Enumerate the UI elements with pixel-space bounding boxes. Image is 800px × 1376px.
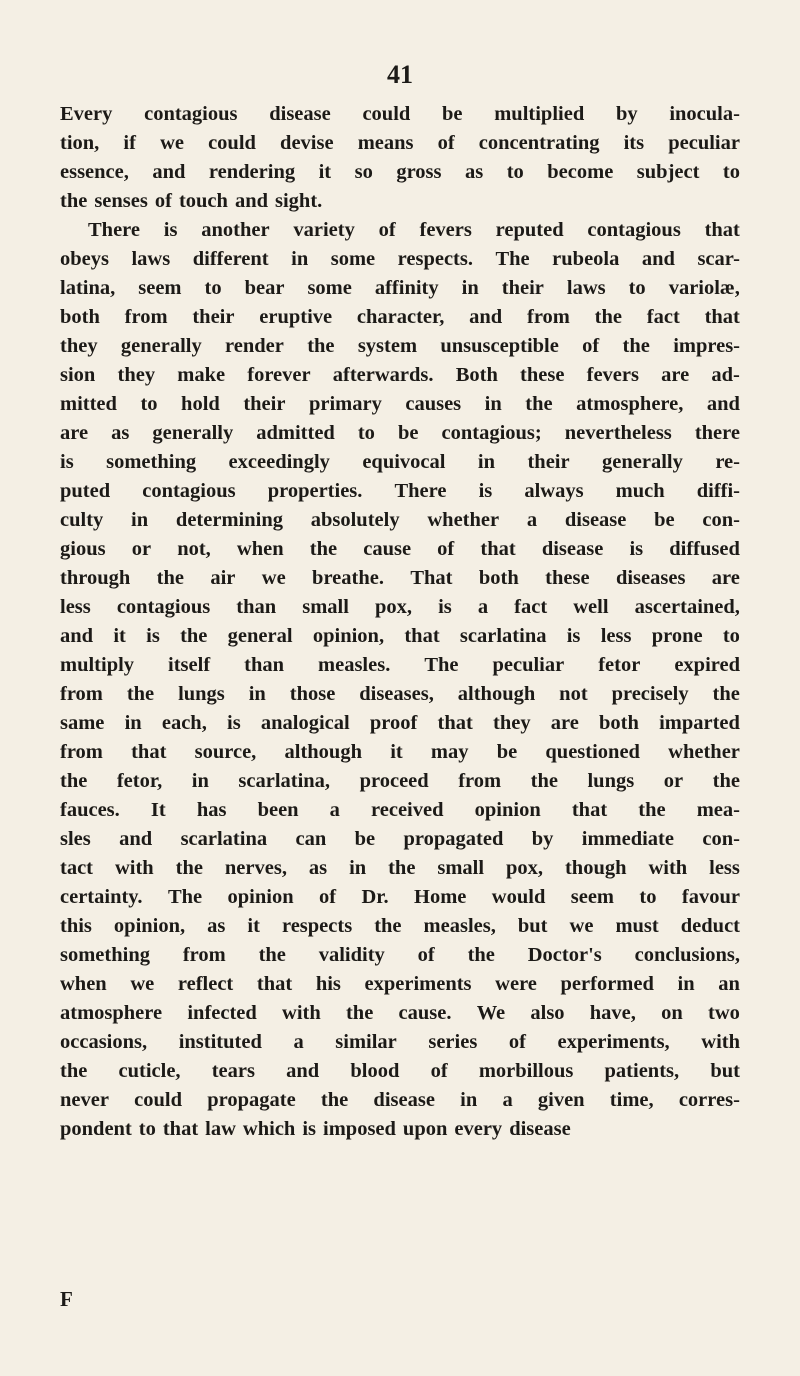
text-line: occasions, instituted a similar series of experiments, with (60, 1031, 740, 1053)
text-line: through the air we breathe. That both these diseases are (60, 567, 740, 589)
text-line: mitted to hold their primary causes in the atmosphere, and (60, 393, 740, 415)
text-line: the cuticle, tears and blood of morbillous patients, but (60, 1060, 740, 1082)
page-number: 41 (387, 60, 413, 89)
text-line: pondent to that law which is imposed upon every disease (60, 1118, 571, 1140)
text-line: and it is the general opinion, that scarlatina is less prone to (60, 625, 740, 647)
text-line: are as generally admitted to be contagious; nevertheless there (60, 422, 740, 444)
text-line: certainty. The opinion of Dr. Home would seem to favour (60, 886, 740, 908)
text-line: gious or not, when the cause of that disease is diffused (60, 538, 740, 560)
text-line: atmosphere infected with the cause. We also have, on two (60, 1002, 740, 1024)
text-line: culty in determining absolutely whether a disease be con- (60, 509, 740, 531)
text-line: There is another variety of fevers reputed contagious that (88, 219, 740, 241)
text-line: is something exceedingly equivocal in their generally re- (60, 451, 740, 473)
text-line: sles and scarlatina can be propagated by immediate con- (60, 828, 740, 850)
text-line: obeys laws different in some respects. The rubeola and scar- (60, 248, 740, 270)
text-line: latina, seem to bear some affinity in their laws to variolæ, (60, 277, 740, 299)
text-line: multiply itself than measles. The peculiar fetor expired (60, 654, 740, 676)
text-line: when we reflect that his experiments were performed in an (60, 973, 740, 995)
text-line: puted contagious properties. There is always much diffi- (60, 480, 740, 502)
text-line: from the lungs in those diseases, although not precisely the (60, 683, 740, 705)
text-line: fauces. It has been a received opinion that the mea- (60, 799, 740, 821)
text-line: same in each, is analogical proof that they are both imparted (60, 712, 740, 734)
text-line: essence, and rendering it so gross as to become subject to (60, 161, 740, 183)
text-line: they generally render the system unsusceptible of the impres- (60, 335, 740, 357)
body-text (60, 100, 740, 1144)
text-line: something from the validity of the Doctor's conclusions, (60, 944, 740, 966)
text-line: sion they make forever afterwards. Both these fevers are ad- (60, 364, 740, 386)
text-line: less contagious than small pox, is a fact well ascertained, (60, 596, 740, 618)
text-line: the senses of touch and sight. (60, 190, 323, 212)
text-line: tion, if we could devise means of concentrating its peculiar (60, 132, 740, 154)
text-line: tact with the nerves, as in the small pox, though with less (60, 857, 740, 879)
signature-mark: F (60, 1287, 73, 1311)
text-line: Every contagious disease could be multiplied by inocula- (60, 103, 740, 125)
text-line: the fetor, in scarlatina, proceed from the lungs or the (60, 770, 740, 792)
text-line: from that source, although it may be questioned whether (60, 741, 740, 763)
text-line: both from their eruptive character, and from the fact that (60, 306, 740, 328)
text-line: never could propagate the disease in a given time, corres- (60, 1089, 740, 1111)
text-line: this opinion, as it respects the measles, but we must deduct (60, 915, 740, 937)
